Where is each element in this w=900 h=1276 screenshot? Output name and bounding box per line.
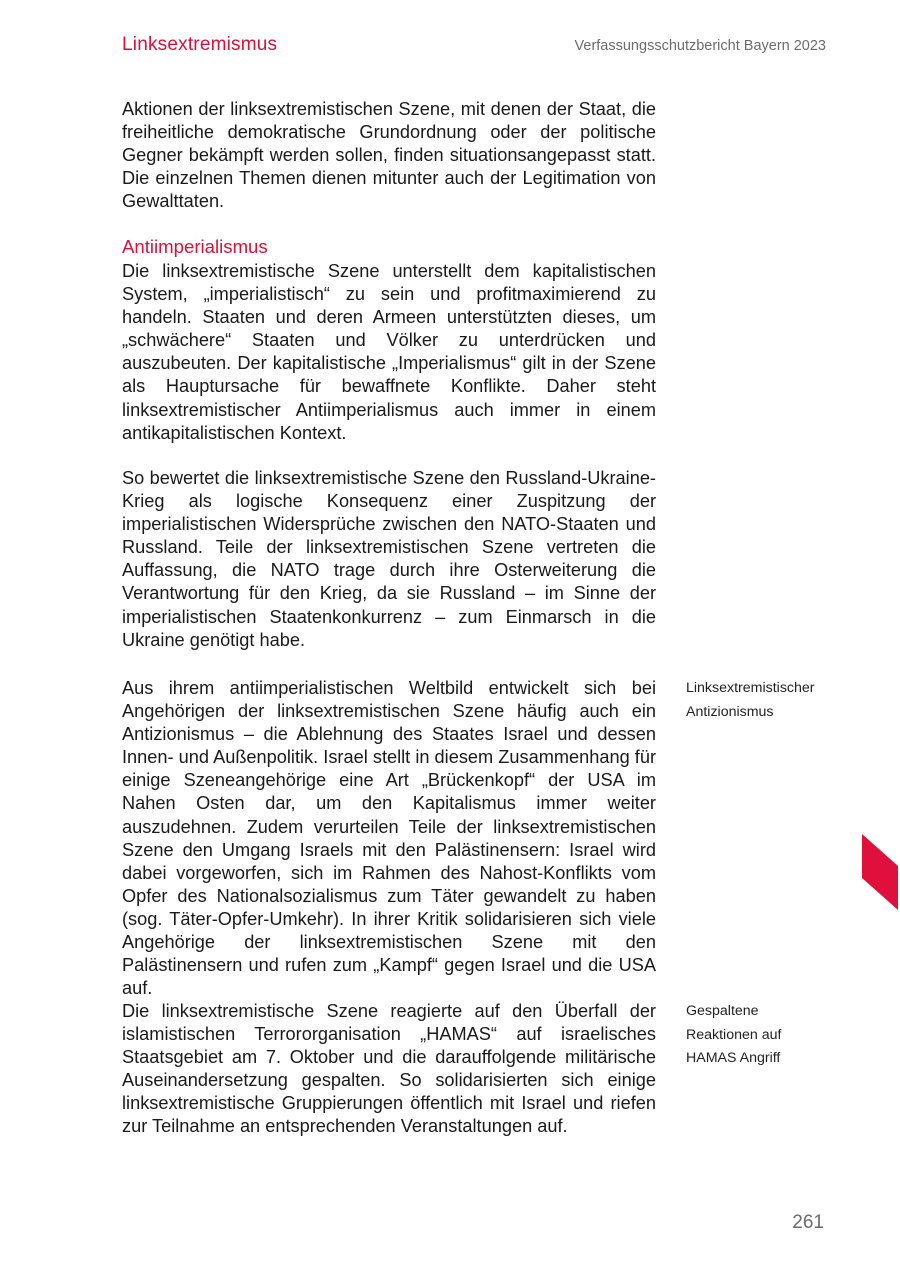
chapter-tab-shape — [862, 834, 898, 910]
paragraph-intro — [122, 98, 656, 213]
section-heading-antiimperialismus: Antiimperialismus — [122, 236, 268, 257]
margin-note-line: Gespaltene — [686, 1003, 759, 1019]
page-number: 261 — [792, 1212, 824, 1233]
header-section-title: Linksextremismus — [122, 34, 278, 55]
paragraph-text: Aktionen der linksextremistischen Szene, mit denen der Staat, die freiheitliche demokratische Grundordnung oder der politische Gegner bekämpft werden sollen, finden situationsangepasst statt. Die einzelnen Themen dienen mitunter auch der Legitimation von Gewalttaten. — [122, 99, 656, 212]
margin-note-line: HAMAS Angriff — [686, 1050, 781, 1066]
paragraph-text: Die linksextremistische Szene unterstellt dem kapitalistischen System, „imperialistisch“ zu sein und profitmaximierend zu handeln. Staaten und deren Armeen unterstützten dieses, um „schwächere“ Staaten und Völker zu unterdrücken und auszubeuten. Der kapitalistische „Imperialismus“ gilt in der Szene als Hauptursache für bewaffnete Konflikte. Daher steht linksextremistischer Antiimperialismus auch immer in einem antikapitalistischen Kontext. — [122, 261, 656, 443]
margin-note-line: Linksextremistischer — [686, 680, 815, 696]
paragraph-text: Aus ihrem antiimperialistischen Weltbild entwickelt sich bei Angehörigen der linksextremistischen Szene häufig auch ein Antizionismus – die Ablehnung des Staates Israel und dessen Innen- und Außenpolitik. Israel stellt in diesem Zusammenhang für einige Szeneangehörige eine Art „Brückenkopf“ der USA im Nahen Osten dar, um den Kapitalismus immer weiter auszudehnen. Zudem verurteilen Teile der linksextremistischen Szene den Umgang Israels mit den Palästinensern: Israel wird dabei vorgeworfen, sich im Rahmen des Nahost-Konflikts vom Opfer des Nationalsozialismus zum Täter gewandelt zu haben (sog. Täter-Opfer-Umkehr). In ihrer Kritik solidarisieren sich viele Angehörige der linksextremistischen Szene mit den Palästinensern und rufen zum „Kampf“ gegen Israel und die USA auf. — [122, 678, 656, 999]
paragraph-text: Die linksextremistische Szene reagierte auf den Überfall der islamistischen Terrororganisation „HAMAS“ auf israelisches Staatsgebiet am 7. Oktober und die darauffolgende militärische Auseinandersetzung gespalten. So solidarisierten sich einige linksextremistische Gruppierungen öffentlich mit Israel und riefen zur Teilnahme an entsprechenden Veranstaltungen auf. — [122, 1001, 656, 1137]
paragraph-text: So bewertet die linksextremistische Szene den Russland-Ukraine-Krieg als logische Konsequenz einer Zuspitzung der imperialistischen Widersprüche zwischen den NATO-Staaten und Russland. Teile der linksextremistischen Szene vertreten die Auffassung, die NATO trage durch ihre Osterweiterung die Verantwortung für den Krieg, da sie Russland – im Sinne der imperialistischen Staatenkonkurrenz – zum Einmarsch in die Ukraine genötigt habe. — [122, 468, 656, 650]
paragraph-hamas — [122, 1000, 656, 1139]
margin-note-antizionismus — [686, 677, 846, 724]
margin-note-line: Reaktionen auf — [686, 1026, 782, 1043]
margin-note-hamas — [686, 1000, 846, 1071]
chapter-tab-marker — [862, 834, 898, 910]
header-report-title: Verfassungsschutzbericht Bayern 2023 — [574, 38, 826, 54]
paragraph-antizionismus — [122, 677, 656, 1000]
margin-note-line: Antizionismus — [686, 703, 774, 720]
paragraph-russland-ukraine — [122, 467, 656, 652]
paragraph-antiimperialismus — [122, 260, 656, 445]
